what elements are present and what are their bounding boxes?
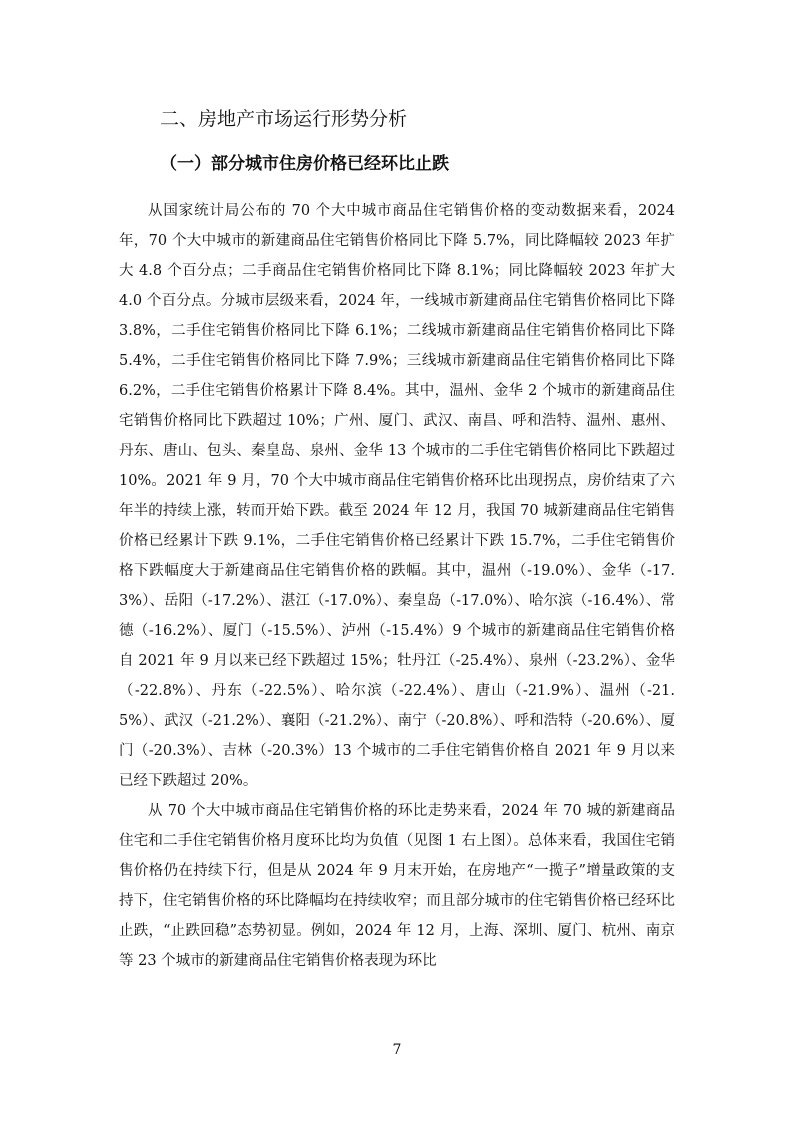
- paragraph-1: 从国家统计局公布的 70 个大中城市商品住宅销售价格的变动数据来看，2024 年，70 个大中城市的新建商品住宅销售价格同比下降 5.7%，同比降幅较 2023 年扩大 4.8 个百分点；二手商品住宅销售价格同比下降 8.1%；同比降幅较 2023 年扩大 4.0 个百分点。分城市层级来看，2024 年，一线城市新建商品住宅销售价格同比下降 3.8%，二手住宅销售价格同比下降 6.1%；二线城市新建商品住宅销售价格同比下降 5.4%，二手住宅销售价格同比下降 7.9%；三线城市新建商品住宅销售价格同比下降 6.2%，二手住宅销售价格累计下降 8.4%。其中，温州、金华 2 个城市的新建商品住宅销售价格同比下跌超过 10%；广州、厦门、武汉、南昌、呼和浩特、温州、惠州、丹东、唐山、包头、秦皇岛、泉州、金华 13 个城市的二手住宅销售价格同比下跌超过 10%。2021 年 9 月，70 个大中城市商品住宅销售价格环比出现拐点，房价结束了六年半的持续上涨，转而开始下跌。截至 2024 年 12 月，我国 70 城新建商品住宅销售价格已经累计下跌 9.1%，二手住宅销售价格已经累计下跌 15.7%，二手住宅销售价格下跌幅度大于新建商品住宅销售价格的跌幅。其中，温州（-19.0%）、金华（-17.3%）、岳阳（-17.2%）、湛江（-17.0%）、秦皇岛（-17.0%）、哈尔滨（-16.4%）、常德（-16.2%）、厦门（-15.5%）、泸州（-15.4%）9 个城市的新建商品住宅销售价格自 2021 年 9 月以来已经下跌超过 15%；牡丹江（-25.4%）、泉州（-23.2%）、金华（-22.8%）、丹东（-22.5%）、哈尔滨（-22.4%）、唐山（-21.9%）、温州（-21.5%）、武汉（-21.2%）、襄阳（-21.2%）、南宁（-20.8%）、呼和浩特（-20.6%）、厦门（-20.3%）、吉林（-20.3%）13 个城市的二手住宅销售价格自 2021 年 9 月以来已经下跌超过 20%。: [119, 203, 675, 789]
- paragraph-2: 从 70 个大中城市商品住宅销售价格的环比走势来看，2024 年 70 城的新建商品住宅和二手住宅销售价格月度环比均为负值（见图 1 右上图）。总体来看，我国住宅销售价格仍在持续下行，但是从 2024 年 9 月末开始，在房地产“一揽子”增量政策的支持下，住宅销售价格的环比降幅均在持续收窄；而且部分城市的住宅销售价格已经环比止跌，“止跌回稳”态势初显。例如，2024 年 12 月，上海、深圳、厦门、杭州、南京等 23 个城市的新建商品住宅销售价格表现为环比: [119, 803, 675, 969]
- section-heading: 二、房地产市场运行形势分析: [160, 108, 408, 130]
- page-number: 7: [392, 1042, 402, 1058]
- body-text: [119, 196, 675, 976]
- subsection-heading: （一）部分城市住房价格已经环比止跌: [160, 154, 449, 174]
